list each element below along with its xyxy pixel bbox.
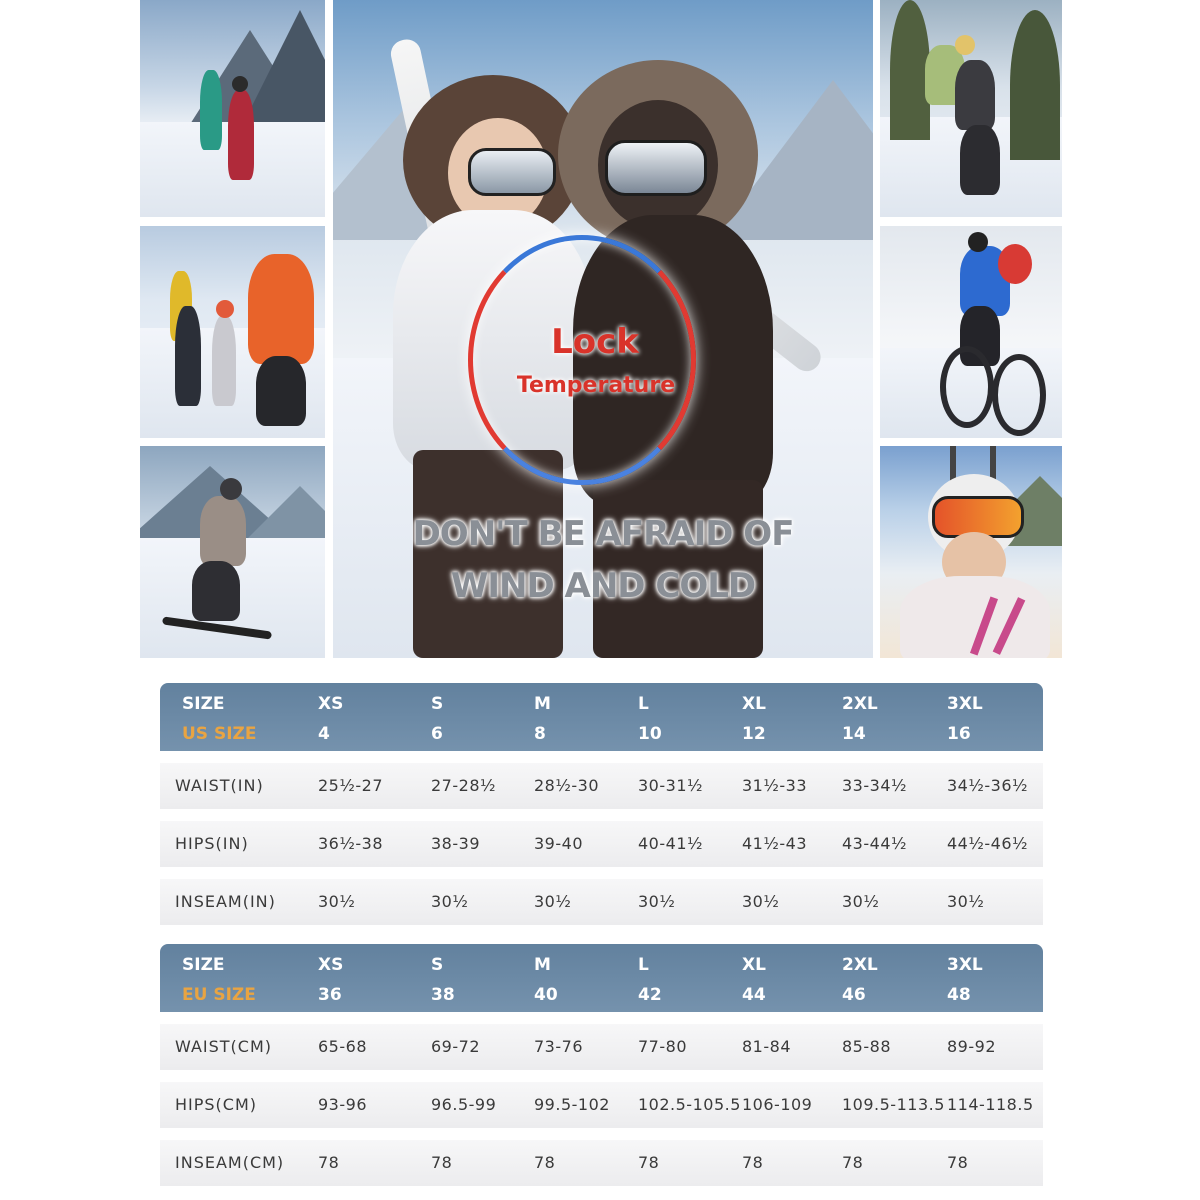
table-cell: 33-34½ <box>842 776 907 795</box>
table-row-waist-in <box>160 763 1043 809</box>
size-xs: XS <box>318 955 344 975</box>
eu-size-label: EU SIZE <box>182 985 256 1005</box>
table-row-hips-cm <box>160 1082 1043 1128</box>
table-cell: 78 <box>947 1153 969 1172</box>
table-cell: 106-109 <box>742 1095 813 1114</box>
table-row-hips-in <box>160 821 1043 867</box>
size-m: M <box>534 955 551 975</box>
eu-size-value: 44 <box>742 985 766 1005</box>
table-cell: 25½-27 <box>318 776 383 795</box>
table-cell: 73-76 <box>534 1037 583 1056</box>
eu-size-value: 40 <box>534 985 558 1005</box>
us-size-value: 16 <box>947 724 971 744</box>
row-label: HIPS(CM) <box>175 1095 258 1114</box>
row-label: HIPS(IN) <box>175 834 249 853</box>
size-3xl: 3XL <box>947 955 983 975</box>
lock-subtitle: Temperature <box>516 373 676 398</box>
size-2xl: 2XL <box>842 694 878 714</box>
eu-size-value: 36 <box>318 985 342 1005</box>
table-cell: 78 <box>842 1153 864 1172</box>
table-cell: 81-84 <box>742 1037 791 1056</box>
us-size-value: 10 <box>638 724 662 744</box>
table-cell: 30½ <box>318 892 356 911</box>
table-cell: 93-96 <box>318 1095 367 1114</box>
table-cell: 78 <box>742 1153 764 1172</box>
headline-line-1: DON'T BE AFRAID OF <box>412 514 794 554</box>
size-s: S <box>431 955 444 975</box>
eu-size-value: 48 <box>947 985 971 1005</box>
eu-size-value: 42 <box>638 985 662 1005</box>
table-cell: 78 <box>318 1153 340 1172</box>
photo-kids-ski-lesson <box>140 226 325 438</box>
table-cell: 30½ <box>638 892 676 911</box>
row-label: WAIST(CM) <box>175 1037 272 1056</box>
size-3xl: 3XL <box>947 694 983 714</box>
us-size-value: 8 <box>534 724 546 744</box>
table-cell: 43-44½ <box>842 834 907 853</box>
headline-line-2: WIND AND COLD <box>450 566 756 606</box>
table-cell: 30½ <box>947 892 985 911</box>
us-size-chart-header <box>160 683 1043 751</box>
photo-winter-cyclist <box>880 226 1062 438</box>
us-size-value: 4 <box>318 724 330 744</box>
table-cell: 96.5-99 <box>431 1095 497 1114</box>
us-size-value: 6 <box>431 724 443 744</box>
table-cell: 89-92 <box>947 1037 996 1056</box>
table-cell: 77-80 <box>638 1037 687 1056</box>
table-row-inseam-in <box>160 879 1043 925</box>
eu-size-value: 46 <box>842 985 866 1005</box>
table-cell: 78 <box>431 1153 453 1172</box>
table-cell: 78 <box>638 1153 660 1172</box>
eu-size-chart-header <box>160 944 1043 1012</box>
us-size-chart <box>160 683 1043 925</box>
table-cell: 34½-36½ <box>947 776 1029 795</box>
size-xl: XL <box>742 955 766 975</box>
table-cell: 102.5-105.5 <box>638 1095 741 1114</box>
table-cell: 44½-46½ <box>947 834 1029 853</box>
table-cell: 39-40 <box>534 834 583 853</box>
size-label: SIZE <box>182 955 225 975</box>
table-cell: 109.5-113.5 <box>842 1095 945 1114</box>
eu-size-value: 38 <box>431 985 455 1005</box>
table-cell: 65-68 <box>318 1037 367 1056</box>
us-size-value: 14 <box>842 724 866 744</box>
eu-size-chart <box>160 944 1043 1186</box>
table-cell: 30½ <box>742 892 780 911</box>
photo-hikers-snowy-ridge <box>140 0 325 217</box>
lock-title: Lock <box>551 322 639 362</box>
table-row-waist-cm <box>160 1024 1043 1070</box>
table-cell: 28½-30 <box>534 776 599 795</box>
size-m: M <box>534 694 551 714</box>
table-cell: 40-41½ <box>638 834 703 853</box>
table-cell: 36½-38 <box>318 834 383 853</box>
table-cell: 30½ <box>431 892 469 911</box>
size-xl: XL <box>742 694 766 714</box>
size-xs: XS <box>318 694 344 714</box>
table-cell: 85-88 <box>842 1037 891 1056</box>
photo-snowboarder <box>140 446 325 658</box>
size-s: S <box>431 694 444 714</box>
table-cell: 114-118.5 <box>947 1095 1034 1114</box>
table-cell: 31½-33 <box>742 776 807 795</box>
table-cell: 30½ <box>842 892 880 911</box>
size-l: L <box>638 955 649 975</box>
table-cell: 78 <box>534 1153 556 1172</box>
table-cell: 30½ <box>534 892 572 911</box>
photo-backpacker-snowshoeing <box>880 0 1062 217</box>
table-cell: 69-72 <box>431 1037 480 1056</box>
table-cell: 38-39 <box>431 834 480 853</box>
row-label: INSEAM(CM) <box>175 1153 285 1172</box>
table-cell: 27-28½ <box>431 776 496 795</box>
us-size-label: US SIZE <box>182 724 257 744</box>
row-label: WAIST(IN) <box>175 776 264 795</box>
size-label: SIZE <box>182 694 225 714</box>
row-label: INSEAM(IN) <box>175 892 276 911</box>
table-cell: 30-31½ <box>638 776 703 795</box>
us-size-value: 12 <box>742 724 766 744</box>
size-2xl: 2XL <box>842 955 878 975</box>
size-l: L <box>638 694 649 714</box>
table-row-inseam-cm <box>160 1140 1043 1186</box>
table-cell: 99.5-102 <box>534 1095 610 1114</box>
photo-skier-chairlift <box>880 446 1062 658</box>
table-cell: 41½-43 <box>742 834 807 853</box>
